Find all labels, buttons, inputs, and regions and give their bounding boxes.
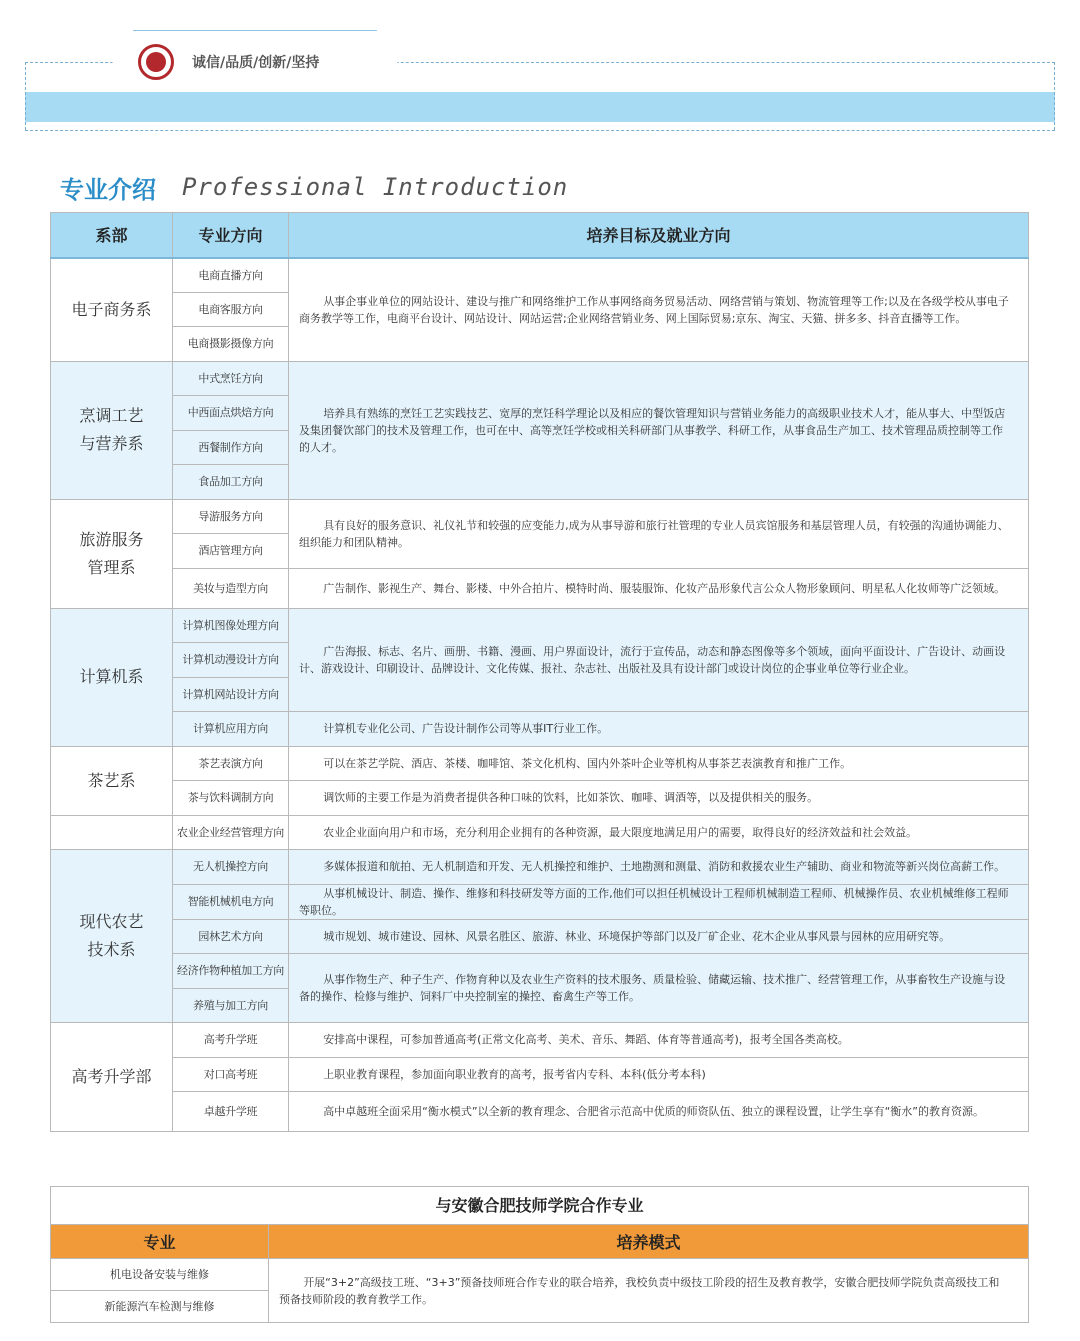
direction-cell: 电商客服方向 [173, 292, 289, 327]
direction-cell: 卓越升学班 [173, 1092, 289, 1132]
header-band [25, 92, 1055, 122]
direction-cell: 中西面点烘焙方向 [173, 396, 289, 431]
goal-cell: 计算机专业化公司、广告设计制作公司等从事IT行业工作。 [289, 712, 1029, 747]
direction-cell: 经济作物种植加工方向 [173, 954, 289, 989]
header-side-left [25, 62, 26, 130]
direction-cell: 西餐制作方向 [173, 430, 289, 465]
dept-cooking: 烹调工艺与营养系 [51, 361, 173, 499]
majors-table [50, 212, 1029, 1132]
dept-agri-blank [51, 815, 173, 850]
direction-cell: 无人机操控方向 [173, 850, 289, 885]
direction-cell: 对口高考班 [173, 1057, 289, 1092]
goal-cell: 从事机械设计、制造、操作、维修和科技研发等方面的工作,他们可以担任机械设计工程师机械制造工程师、机械操作员、农业机械维修工程师等职位。 [289, 884, 1029, 919]
header-direction: 专业方向 [173, 213, 289, 258]
goal-cell: 多媒体报道和航拍、无人机制造和开发、无人机操控和维护、土地勘测和测量、消防和救援农业生产辅助、商业和物流等新兴岗位高薪工作。 [289, 850, 1029, 885]
direction-cell: 茶与饮料调制方向 [173, 781, 289, 816]
coop-header-major: 专业 [51, 1225, 269, 1259]
goal-cell: 上职业教育课程，参加面向职业教育的高考，报考省内专科、本科(低分考本科) [289, 1057, 1029, 1092]
direction-cell: 计算机图像处理方向 [173, 608, 289, 643]
section-title-cn: 专业介绍 [60, 176, 156, 204]
goal-cell: 调饮师的主要工作是为消费者提供各种口味的饮料，比如茶饮、咖啡、调酒等，以及提供相关的服务。 [289, 781, 1029, 816]
section-title-en: Professional Introduction [182, 173, 569, 201]
dept-computer: 计算机系 [51, 608, 173, 746]
goal-cell: 城市规划、城市建设、园林、风景名胜区、旅游、林业、环境保护等部门以及厂矿企业、花木企业从事风景与园林的应用研究等。 [289, 919, 1029, 954]
coop-major: 新能源汽车检测与维修 [51, 1291, 269, 1323]
direction-cell: 园林艺术方向 [173, 919, 289, 954]
direction-cell: 计算机网站设计方向 [173, 677, 289, 712]
header-dept: 系部 [51, 213, 173, 258]
direction-cell: 食品加工方向 [173, 465, 289, 500]
goal-cell: 广告制作、影视生产、舞台、影楼、中外合拍片、模特时尚、服装服饰、化妆产品形象代言公众人物形象顾问、明星私人化妆师等广泛领域。 [289, 568, 1029, 608]
direction-cell: 计算机动漫设计方向 [173, 643, 289, 678]
direction-cell: 中式烹饪方向 [173, 361, 289, 396]
goal-cell: 具有良好的服务意识、礼仪礼节和较强的应变能力,成为从事导游和旅行社管理的专业人员宾馆服务和基层管理人员，有较强的沟通协调能力、组织能力和团队精神。 [289, 499, 1029, 568]
coop-title: 与安徽合肥技师学院合作专业 [51, 1187, 1029, 1225]
direction-cell: 酒店管理方向 [173, 534, 289, 569]
dept-agriculture: 现代农艺技术系 [51, 850, 173, 1023]
header-goal: 培养目标及就业方向 [289, 213, 1029, 258]
direction-cell: 电商摄影摄像方向 [173, 327, 289, 362]
direction-cell: 养殖与加工方向 [173, 988, 289, 1023]
goal-cell: 从事企事业单位的网站设计、建设与推广和网络维护工作从事网络商务贸易活动、网络营销与策划、物流管理等工作;以及在各级学校从事电子商务教学等工作，电商平台设计、网站设计、网站运营;企业网络营销业务、网上国际贸易;京东、淘宝、天猫、拼多多、抖音直播等工作。 [289, 258, 1029, 362]
coop-header-mode: 培养模式 [269, 1225, 1029, 1259]
coop-mode: 开展“3+2”高级技工班、“3+3”预备技师班合作专业的联合培养，我校负责中级技工阶段的招生及教育教学，安徽合肥技师学院负责高级技工和预备技师阶段的教育教学工作。 [269, 1259, 1029, 1323]
header-motto: 诚信/品质/创新/坚持 [192, 55, 320, 71]
header-dash-bottom [25, 130, 1055, 131]
goal-cell: 从事作物生产、种子生产、作物育种以及农业生产资料的技术服务、质量检验、储藏运输、技术推广、经营管理工作，从事畜牧生产设施与设备的操作、检修与维护、饲料厂中央控制室的操控、畜禽生产等工作。 [289, 954, 1029, 1023]
coop-table [50, 1186, 1029, 1323]
direction-cell: 智能机械机电方向 [173, 884, 289, 919]
school-logo [138, 44, 174, 80]
dept-ecommerce: 电子商务系 [51, 258, 173, 362]
goal-cell: 安排高中课程，可参加普通高考(正常文化高考、美术、音乐、舞蹈、体育等普通高考)，报考全国各类高校。 [289, 1023, 1029, 1058]
dept-tourism: 旅游服务管理系 [51, 499, 173, 608]
goal-cell: 可以在茶艺学院、酒店、茶楼、咖啡馆、茶文化机构、国内外茶叶企业等机构从事茶艺表演教育和推广工作。 [289, 746, 1029, 781]
goal-cell: 农业企业面向用户和市场，充分利用企业拥有的各种资源，最大限度地满足用户的需要，取得良好的经济效益和社会效益。 [289, 815, 1029, 850]
direction-cell: 高考升学班 [173, 1023, 289, 1058]
goal-cell: 高中卓越班全面采用“衡水模式”以全新的教育理念、合肥省示范高中优质的师资队伍、独立的课程设置，让学生享有“衡水”的教育资源。 [289, 1092, 1029, 1132]
goal-cell: 培养具有熟练的烹饪工艺实践技艺、宽厚的烹饪科学理论以及相应的餐饮管理知识与营销业务能力的高级职业技术人才，能从事大、中型饭店及集团餐饮部门的技术及管理工作，也可在中、高等烹饪学校或相关科研部门从事教学、科研工作，从事食品生产加工、技术管理品质控制等工作的人才。 [289, 361, 1029, 499]
direction-cell: 美妆与造型方向 [173, 568, 289, 608]
coop-major: 机电设备安装与维修 [51, 1259, 269, 1291]
direction-cell: 导游服务方向 [173, 499, 289, 534]
dept-gaokao: 高考升学部 [51, 1023, 173, 1132]
goal-cell: 广告海报、标志、名片、画册、书籍、漫画、用户界面设计，流行于宣传品，动态和静态图像等多个领域，面向平面设计、广告设计、动画设计、游戏设计、印刷设计、品牌设计、文化传媒、报社、杂志社、出版社及具有设计部门或设计岗位的企事业单位等行业企业。 [289, 608, 1029, 712]
direction-cell: 电商直播方向 [173, 258, 289, 293]
direction-cell: 农业企业经营管理方向 [173, 815, 289, 850]
header-side-right [1054, 62, 1055, 130]
direction-cell: 茶艺表演方向 [173, 746, 289, 781]
direction-cell: 计算机应用方向 [173, 712, 289, 747]
dept-tea: 茶艺系 [51, 746, 173, 815]
